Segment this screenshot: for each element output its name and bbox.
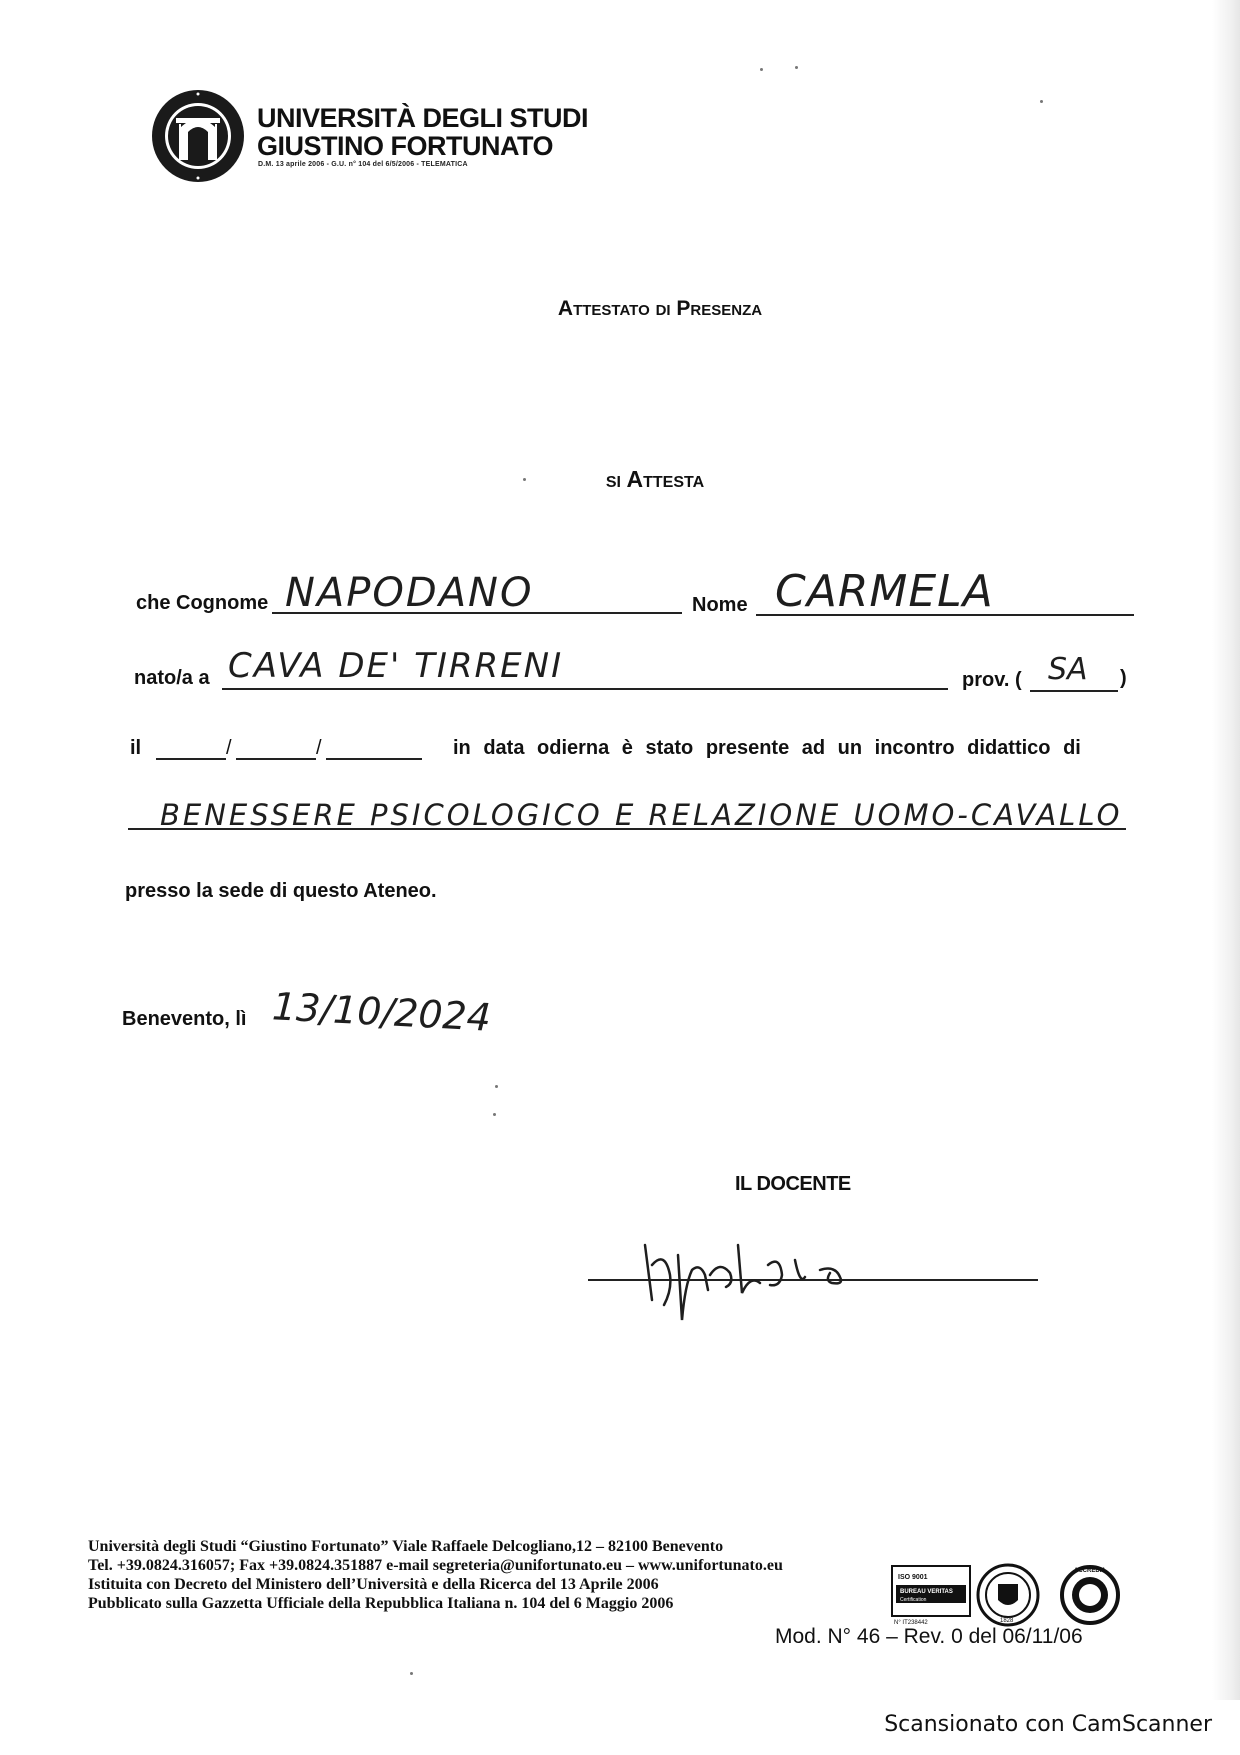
nato-line bbox=[222, 688, 948, 690]
university-name-line2: GIUSTINO FORTUNATO bbox=[257, 131, 553, 161]
prov-label: prov. ( bbox=[962, 669, 1022, 691]
scan-speck bbox=[493, 1113, 496, 1116]
cert-iso: ISO 9001 bbox=[898, 1574, 928, 1581]
scan-speck bbox=[1040, 100, 1043, 103]
docente-signature bbox=[630, 1215, 950, 1330]
cert-accredia: ACCREDIA bbox=[1074, 1568, 1106, 1574]
date-sep2: / bbox=[316, 737, 322, 759]
prov-handwritten: SA bbox=[1048, 652, 1088, 687]
cert-year: 1828 bbox=[1000, 1618, 1014, 1624]
scan-speck bbox=[410, 1672, 413, 1675]
incontro-text: in data odierna è stato presente ad un incontro didattico di bbox=[453, 737, 1081, 759]
cert-bureau: BUREAU VERITAS bbox=[900, 1589, 953, 1595]
nome-handwritten: CARMELA bbox=[775, 566, 994, 617]
scan-speck bbox=[495, 1085, 498, 1088]
footer-line1: Università degli Studi “Giustino Fortunato” Viale Raffaele Delcogliano,12 – 82100 Benevento bbox=[88, 1538, 724, 1555]
prov-line bbox=[1030, 690, 1118, 692]
presso-text: presso la sede di questo Ateneo. bbox=[125, 880, 437, 902]
cert-bureau-sub: Certification bbox=[900, 1597, 927, 1603]
si-attesta-heading: si Attesta bbox=[605, 466, 705, 492]
university-name bbox=[257, 104, 588, 160]
cognome-handwritten: NAPODANO bbox=[285, 570, 534, 616]
module-revision: Mod. N° 46 – Rev. 0 del 06/11/06 bbox=[775, 1625, 1083, 1648]
nome-label: Nome bbox=[692, 594, 748, 616]
cert-number: N° IT238442 bbox=[894, 1620, 928, 1626]
scan-speck bbox=[795, 66, 798, 69]
nato-handwritten: CAVA DE' TIRRENI bbox=[228, 646, 564, 686]
date-month-line bbox=[236, 758, 316, 760]
footer-line2: Tel. +39.0824.316057; Fax +39.0824.351887 e-mail segreteria@unifortunato.eu – www.unifortunato.eu bbox=[88, 1557, 783, 1574]
il-label: il bbox=[130, 737, 142, 759]
date-sep1: / bbox=[226, 737, 232, 759]
footer-address-block bbox=[88, 1537, 783, 1613]
camscanner-watermark: Scansionato con CamScanner bbox=[884, 1712, 1212, 1737]
scan-speck bbox=[523, 478, 526, 481]
date-day-line bbox=[156, 758, 226, 760]
prov-close: ) bbox=[1120, 667, 1127, 689]
university-decree: D.M. 13 aprile 2006 - G.U. n° 104 del 6/5/2006 - TELEMATICA bbox=[258, 161, 468, 168]
footer-line4: Pubblicato sulla Gazzetta Ufficiale della Repubblica Italiana n. 104 del 6 Maggio 2006 bbox=[88, 1595, 674, 1612]
place-date-handwritten: 13/10/2024 bbox=[270, 984, 493, 1040]
university-seal-logo bbox=[150, 88, 246, 184]
date-year-line bbox=[326, 758, 422, 760]
scan-edge-shadow bbox=[1212, 0, 1240, 1700]
nato-label: nato/a a bbox=[134, 667, 210, 689]
footer-line3: Istituita con Decreto del Ministero dell’Università e della Ricerca del 13 Aprile 2006 bbox=[88, 1576, 659, 1593]
docente-label: IL DOCENTE bbox=[735, 1173, 851, 1195]
university-name-line1: UNIVERSITÀ DEGLI STUDI bbox=[257, 103, 589, 133]
scan-speck bbox=[760, 68, 763, 71]
place-label: Benevento, lì bbox=[122, 1008, 247, 1030]
certification-logos bbox=[890, 1562, 1126, 1628]
cognome-label: che Cognome bbox=[136, 592, 269, 614]
document-title: Attestato di Presenza bbox=[557, 297, 763, 320]
course-handwritten: BENESSERE PSICOLOGICO E RELAZIONE UOMO-CAVALLO bbox=[160, 798, 1123, 832]
